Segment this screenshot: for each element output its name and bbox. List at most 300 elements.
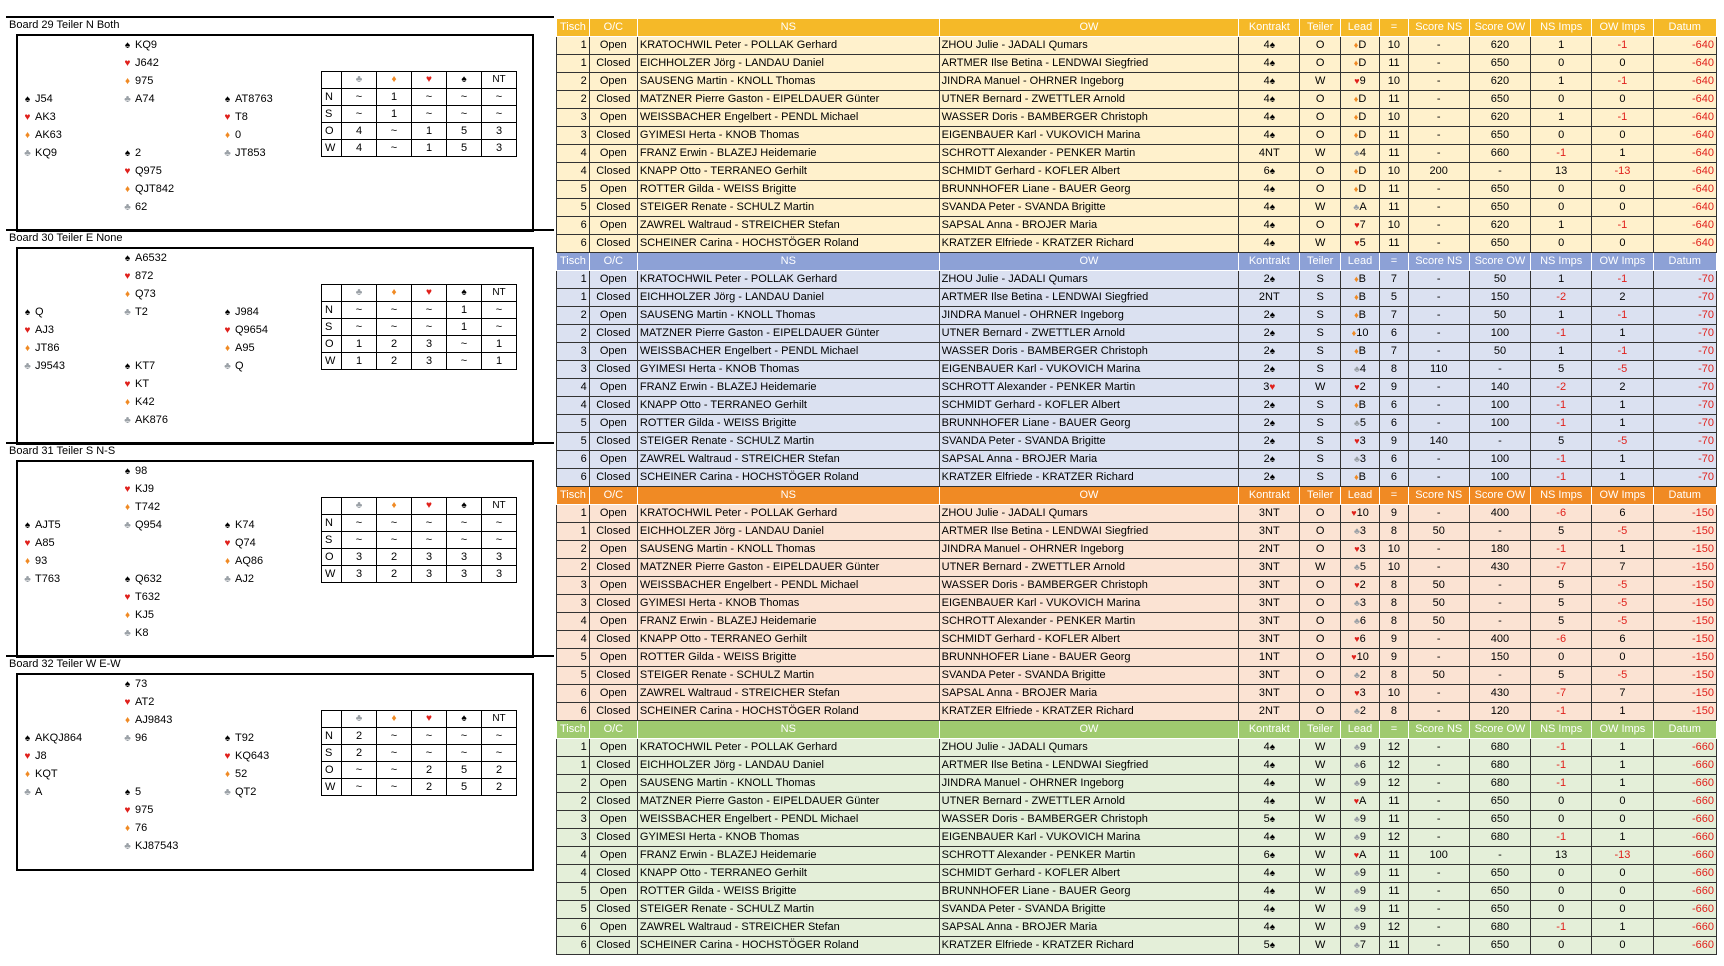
column-header-ow-imps: OW Imps <box>1592 19 1653 37</box>
cell-tisch: 2 <box>557 775 590 793</box>
heart-icon: ♥ <box>1353 796 1360 806</box>
cell-score-ow: 650 <box>1469 883 1530 901</box>
cell-tisch: 6 <box>557 937 590 955</box>
cell-ns-imps: 13 <box>1531 163 1592 181</box>
cell-kontrakt <box>1239 811 1300 829</box>
dd-direction: N <box>322 515 342 532</box>
cell-score-ns: - <box>1408 307 1469 325</box>
cell-oc: Open <box>589 613 637 631</box>
lead-card: 3 <box>1359 435 1366 447</box>
diamond-icon: ♦ <box>224 556 231 567</box>
contract-level: 6 <box>1263 849 1270 861</box>
diamond-icon: ♦ <box>1354 400 1359 410</box>
suit-holding <box>20 108 115 126</box>
cell-ow-imps: 0 <box>1592 55 1653 73</box>
suit-holding <box>220 765 315 783</box>
cell-teiler: O <box>1300 649 1340 667</box>
holding-cards: Q9654 <box>235 324 269 336</box>
cell-kontrakt: 3NT <box>1239 685 1300 703</box>
cell-ns-imps: -1 <box>1531 919 1592 937</box>
dd-header: ♥ <box>412 711 447 728</box>
deal-diagram <box>16 673 534 871</box>
cell-score-ow: 650 <box>1469 865 1530 883</box>
spade-icon: ♠ <box>1269 166 1276 177</box>
suit-holding <box>220 534 315 552</box>
cell-score-ow: 120 <box>1469 703 1530 721</box>
cell-score-ns: 140 <box>1408 433 1469 451</box>
dd-direction: O <box>322 549 342 566</box>
hand-s <box>120 357 215 429</box>
spade-icon: ♠ <box>124 148 131 159</box>
cell-ns-imps: 5 <box>1531 667 1592 685</box>
cell-score-ns: - <box>1408 271 1469 289</box>
cell-datum: -70 <box>1653 433 1717 451</box>
cell-oc: Open <box>589 577 637 595</box>
cell-ns-pair: EICHHOLZER Jörg - LANDAU Daniel <box>637 523 939 541</box>
cell-score-ow: 650 <box>1469 127 1530 145</box>
cell-ns-imps: 0 <box>1531 55 1592 73</box>
cell-datum: -70 <box>1653 469 1717 487</box>
cell-score-ow: 430 <box>1469 685 1530 703</box>
cell-ns-imps: 5 <box>1531 613 1592 631</box>
cell-ow-pair: EIGENBAUER Karl - VUKOVICH Marina <box>939 361 1239 379</box>
dd-header: ♠ <box>447 498 482 515</box>
dd-direction: S <box>322 745 342 762</box>
holding-cards: KQ643 <box>235 750 270 762</box>
cell-score-ns: - <box>1408 775 1469 793</box>
heart-icon: ♥ <box>1351 508 1357 518</box>
suit-holding <box>20 783 115 801</box>
cell-teiler: W <box>1300 199 1340 217</box>
cell-score-ow: 620 <box>1469 109 1530 127</box>
cell-lead <box>1340 523 1379 541</box>
dd-direction: S <box>322 319 342 336</box>
cell-ow-imps: -1 <box>1592 37 1653 55</box>
table-row <box>557 199 1717 217</box>
cell-ns-imps: -7 <box>1531 559 1592 577</box>
lead-card: 10 <box>1356 507 1369 519</box>
cell-ow-pair: SCHROTT Alexander - PENKER Martin <box>939 847 1239 865</box>
cell-tricks: 11 <box>1380 127 1408 145</box>
cell-datum: -150 <box>1653 595 1717 613</box>
board-3 <box>6 442 554 678</box>
suit-holding <box>120 711 215 729</box>
holding-cards: AKQJ864 <box>35 732 83 744</box>
suit-holding <box>20 747 115 765</box>
column-header-oc: O/C <box>589 721 637 739</box>
dd-cell: ~ <box>412 745 447 762</box>
cell-kontrakt <box>1239 847 1300 865</box>
cell-oc: Closed <box>589 127 637 145</box>
cell-datum: -70 <box>1653 271 1717 289</box>
holding-cards: KQT <box>35 768 58 780</box>
cell-tisch: 4 <box>557 865 590 883</box>
cell-kontrakt: 1NT <box>1239 649 1300 667</box>
suit-holding <box>120 54 215 72</box>
cell-kontrakt <box>1239 163 1300 181</box>
dd-header: NT <box>482 285 517 302</box>
diamond-icon: ♦ <box>124 184 131 195</box>
table-row <box>557 775 1717 793</box>
cell-teiler: O <box>1300 109 1340 127</box>
cell-lead <box>1340 829 1379 847</box>
cell-teiler: S <box>1300 325 1340 343</box>
table-row <box>557 613 1717 631</box>
suit-holding <box>120 393 215 411</box>
cell-ow-pair: SVANDA Peter - SVANDA Brigitte <box>939 901 1239 919</box>
cell-ow-pair: WASSER Doris - BAMBERGER Christoph <box>939 343 1239 361</box>
cell-lead <box>1340 595 1379 613</box>
club-icon: ♣ <box>124 202 131 213</box>
double-dummy-table <box>321 710 517 796</box>
dd-cell: ~ <box>447 515 482 532</box>
cell-ow-imps: -5 <box>1592 523 1653 541</box>
suit-holding <box>20 303 115 321</box>
cell-teiler: S <box>1300 469 1340 487</box>
cell-score-ns: - <box>1408 757 1469 775</box>
heart-icon: ♥ <box>1354 220 1360 230</box>
dd-cell: 3 <box>447 566 482 583</box>
dd-cell: ~ <box>482 532 517 549</box>
holding-cards: Q954 <box>135 519 162 531</box>
suit-holding <box>20 552 115 570</box>
cell-ow-pair: ZHOU Julie - JADALI Qumars <box>939 505 1239 523</box>
cell-score-ow: 150 <box>1469 289 1530 307</box>
cell-tricks: 12 <box>1380 775 1408 793</box>
cell-tricks: 7 <box>1380 307 1408 325</box>
club-icon: ♣ <box>1354 742 1360 752</box>
cell-ns-imps: -1 <box>1531 775 1592 793</box>
cell-tisch: 5 <box>557 649 590 667</box>
results-header-row <box>557 253 1717 271</box>
cell-teiler: W <box>1300 775 1340 793</box>
suit-holding <box>20 765 115 783</box>
cell-ow-pair: EIGENBAUER Karl - VUKOVICH Marina <box>939 127 1239 145</box>
contract-level: 4 <box>1263 921 1270 933</box>
holding-cards: AT8763 <box>235 93 273 105</box>
cell-tisch: 2 <box>557 307 590 325</box>
cell-ow-imps: -5 <box>1592 667 1653 685</box>
cell-lead <box>1340 559 1379 577</box>
cell-kontrakt: 2NT <box>1239 703 1300 721</box>
cell-datum: -660 <box>1653 739 1717 757</box>
dd-cell: 2 <box>412 762 447 779</box>
cell-score-ow: 650 <box>1469 901 1530 919</box>
suit-holding <box>20 339 115 357</box>
cell-score-ow: 50 <box>1469 271 1530 289</box>
spade-icon: ♠ <box>1269 418 1276 429</box>
cell-ow-imps: -1 <box>1592 73 1653 91</box>
cell-score-ow: - <box>1469 847 1530 865</box>
cell-ow-pair: SVANDA Peter - SVANDA Brigitte <box>939 199 1239 217</box>
hand-s <box>120 570 215 642</box>
cell-score-ns: 100 <box>1408 847 1469 865</box>
cell-tisch: 1 <box>557 523 590 541</box>
cell-ow-imps: 6 <box>1592 505 1653 523</box>
table-row <box>557 829 1717 847</box>
lead-card: 9 <box>1359 903 1367 915</box>
hand-e <box>220 303 315 375</box>
cell-score-ns: - <box>1408 325 1469 343</box>
column-header-oc: O/C <box>589 487 637 505</box>
diamond-icon: ♦ <box>124 610 131 621</box>
cell-kontrakt <box>1239 451 1300 469</box>
cell-score-ow: 680 <box>1469 919 1530 937</box>
holding-cards: AQ86 <box>235 555 264 567</box>
cell-datum: -660 <box>1653 757 1717 775</box>
cell-score-ns: - <box>1408 469 1469 487</box>
suit-holding <box>120 783 215 801</box>
cell-oc: Open <box>589 649 637 667</box>
suit-holding <box>220 126 315 144</box>
table-row <box>557 649 1717 667</box>
cell-teiler: O <box>1300 685 1340 703</box>
club-icon: ♣ <box>1354 454 1360 464</box>
cell-oc: Closed <box>589 523 637 541</box>
table-row <box>557 109 1717 127</box>
column-header-tisch: Tisch <box>557 253 590 271</box>
column-header-tricks: = <box>1380 487 1408 505</box>
dd-header: NT <box>482 72 517 89</box>
cell-ns-imps: 0 <box>1531 235 1592 253</box>
diamond-icon: ♦ <box>1353 112 1359 122</box>
cell-tisch: 6 <box>557 451 590 469</box>
cell-score-ow: 650 <box>1469 793 1530 811</box>
lead-card: 3 <box>1359 453 1367 465</box>
cell-tisch: 6 <box>557 235 590 253</box>
holding-cards: J642 <box>135 57 159 69</box>
cell-teiler: W <box>1300 379 1340 397</box>
column-header-kontrakt: Kontrakt <box>1239 487 1300 505</box>
diamond-icon: ♦ <box>24 769 31 780</box>
heart-icon: ♥ <box>24 112 31 123</box>
cell-tricks: 10 <box>1380 163 1408 181</box>
cell-ns-imps: 0 <box>1531 901 1592 919</box>
dd-cell: 2 <box>342 745 377 762</box>
cell-tisch: 4 <box>557 379 590 397</box>
cell-ns-pair: SAUSENG Martin - KNOLL Thomas <box>637 541 939 559</box>
contract-level: 5 <box>1263 813 1270 825</box>
spade-icon: ♠ <box>1269 436 1276 447</box>
holding-cards: KJ9 <box>135 483 154 495</box>
cell-lead <box>1340 397 1379 415</box>
dd-cell: ~ <box>377 745 412 762</box>
cell-lead <box>1340 235 1379 253</box>
heart-icon: ♥ <box>1269 382 1276 393</box>
spade-icon: ♠ <box>124 574 131 585</box>
cell-ns-imps: 0 <box>1531 181 1592 199</box>
suit-holding <box>20 570 115 588</box>
hand-w <box>20 90 115 162</box>
cell-teiler: W <box>1300 883 1340 901</box>
column-header-datum: Datum <box>1653 487 1717 505</box>
cell-kontrakt <box>1239 415 1300 433</box>
cell-tisch: 6 <box>557 217 590 235</box>
cell-datum: -660 <box>1653 901 1717 919</box>
dd-cell: ~ <box>342 532 377 549</box>
cell-ns-imps: 5 <box>1531 361 1592 379</box>
club-icon: ♣ <box>224 574 231 585</box>
diamond-icon: ♦ <box>1353 130 1359 140</box>
cell-score-ns: - <box>1408 235 1469 253</box>
club-icon: ♣ <box>1354 886 1360 896</box>
contract-level: 4 <box>1263 777 1270 789</box>
table-row <box>557 811 1717 829</box>
cell-ns-pair: STEIGER Renate - SCHULZ Martin <box>637 667 939 685</box>
cell-ns-imps: -1 <box>1531 451 1592 469</box>
cell-ow-imps: 0 <box>1592 91 1653 109</box>
suit-holding <box>120 624 215 642</box>
diamond-icon: ♦ <box>24 556 31 567</box>
spade-icon: ♠ <box>1269 238 1276 249</box>
dd-cell: ~ <box>377 779 412 796</box>
cell-ns-pair: SAUSENG Martin - KNOLL Thomas <box>637 307 939 325</box>
column-header-score-ns: Score NS <box>1408 19 1469 37</box>
cell-kontrakt <box>1239 739 1300 757</box>
dd-header: ♣ <box>342 285 377 302</box>
cell-teiler: W <box>1300 937 1340 955</box>
club-icon: ♣ <box>124 733 131 744</box>
dd-cell: ~ <box>342 319 377 336</box>
lead-card: A <box>1359 849 1367 861</box>
dd-cell: ~ <box>377 532 412 549</box>
dd-corner <box>322 711 342 728</box>
cell-tricks: 10 <box>1380 559 1408 577</box>
column-header-tricks: = <box>1380 721 1408 739</box>
dd-direction: S <box>322 532 342 549</box>
cell-oc: Closed <box>589 901 637 919</box>
cell-ns-imps: 0 <box>1531 199 1592 217</box>
cell-teiler: S <box>1300 451 1340 469</box>
holding-cards: JT853 <box>235 147 266 159</box>
suit-holding <box>220 303 315 321</box>
hand-w <box>20 303 115 375</box>
suit-holding <box>120 303 215 321</box>
dd-cell: ~ <box>482 745 517 762</box>
cell-score-ns: - <box>1408 649 1469 667</box>
cell-oc: Closed <box>589 361 637 379</box>
suit-holding <box>220 357 315 375</box>
suit-holding <box>20 516 115 534</box>
cell-ow-pair: ARTMER Ilse Betina - LENDWAI Siegfried <box>939 757 1239 775</box>
holding-cards: K8 <box>135 627 149 639</box>
cell-kontrakt <box>1239 433 1300 451</box>
hand-n <box>120 675 215 747</box>
cell-score-ns: - <box>1408 145 1469 163</box>
column-header-ow-pair: OW <box>939 253 1239 271</box>
spade-icon: ♠ <box>124 40 131 51</box>
table-row <box>557 559 1717 577</box>
cell-ns-imps: 0 <box>1531 811 1592 829</box>
cell-ow-pair: JINDRA Manuel - OHRNER Ingeborg <box>939 307 1239 325</box>
heart-icon: ♥ <box>124 166 131 177</box>
cell-ns-pair: MATZNER Pierre Gaston - EIPELDAUER Günter <box>637 559 939 577</box>
cell-score-ns: - <box>1408 541 1469 559</box>
cell-teiler: S <box>1300 289 1340 307</box>
cell-tisch: 5 <box>557 433 590 451</box>
spade-icon: ♠ <box>1269 904 1276 915</box>
table-row <box>557 361 1717 379</box>
cell-teiler: W <box>1300 235 1340 253</box>
club-icon: ♣ <box>1354 670 1360 680</box>
lead-card: D <box>1358 93 1367 105</box>
dd-direction: W <box>322 566 342 583</box>
lead-card: B <box>1358 309 1366 321</box>
cell-teiler: W <box>1300 559 1340 577</box>
dd-header: ♣ <box>342 498 377 515</box>
cell-tisch: 1 <box>557 505 590 523</box>
cell-teiler: O <box>1300 523 1340 541</box>
dd-cell: 3 <box>447 549 482 566</box>
cell-kontrakt <box>1239 217 1300 235</box>
dd-cell: 2 <box>377 566 412 583</box>
cell-tricks: 11 <box>1380 199 1408 217</box>
cell-ow-pair: ZHOU Julie - JADALI Qumars <box>939 739 1239 757</box>
cell-tricks: 11 <box>1380 847 1408 865</box>
contract-level: 4 <box>1263 885 1270 897</box>
cell-tricks: 8 <box>1380 613 1408 631</box>
column-header-score-ow: Score OW <box>1469 721 1530 739</box>
cell-teiler: O <box>1300 127 1340 145</box>
spade-icon: ♠ <box>1269 130 1276 141</box>
cell-datum: -150 <box>1653 523 1717 541</box>
column-header-lead: Lead <box>1340 253 1379 271</box>
lead-card: B <box>1358 345 1366 357</box>
cell-lead <box>1340 37 1379 55</box>
diamond-icon: ♦ <box>1354 472 1359 482</box>
cell-tricks: 8 <box>1380 667 1408 685</box>
cell-ow-imps: 1 <box>1592 829 1653 847</box>
cell-tisch: 3 <box>557 109 590 127</box>
dd-header: ♠ <box>447 711 482 728</box>
column-header-ns-imps: NS Imps <box>1531 487 1592 505</box>
cell-datum: -640 <box>1653 127 1717 145</box>
spade-icon: ♠ <box>1269 454 1276 465</box>
diamond-icon: ♦ <box>1354 292 1359 302</box>
contract-level: 2 <box>1263 363 1270 375</box>
dd-cell: ~ <box>377 728 412 745</box>
club-icon: ♣ <box>124 628 131 639</box>
cell-kontrakt <box>1239 883 1300 901</box>
suit-holding <box>120 675 215 693</box>
cell-ow-pair: ARTMER Ilse Betina - LENDWAI Siegfried <box>939 289 1239 307</box>
lead-card: 2 <box>1359 579 1366 591</box>
cell-ow-imps: -5 <box>1592 361 1653 379</box>
contract-level: 4 <box>1263 111 1270 123</box>
heart-icon: ♥ <box>124 805 131 816</box>
lead-card: 3 <box>1359 597 1367 609</box>
suit-holding <box>120 144 215 162</box>
deal-diagram <box>16 460 534 658</box>
cell-tisch: 5 <box>557 181 590 199</box>
cell-teiler: W <box>1300 73 1340 91</box>
holding-cards: K74 <box>235 519 255 531</box>
diamond-icon: ♦ <box>1353 184 1359 194</box>
cell-ns-pair: ROTTER Gilda - WEISS Brigitte <box>637 181 939 199</box>
results-table <box>556 18 1717 955</box>
cell-score-ow: 660 <box>1469 145 1530 163</box>
cell-lead <box>1340 271 1379 289</box>
cell-score-ns: - <box>1408 379 1469 397</box>
cell-datum: -660 <box>1653 829 1717 847</box>
cell-ow-imps: 0 <box>1592 883 1653 901</box>
contract-level: 4 <box>1263 129 1270 141</box>
heart-icon: ♥ <box>24 325 31 336</box>
holding-cards: T2 <box>135 306 148 318</box>
cell-ow-imps: 1 <box>1592 757 1653 775</box>
column-header-lead: Lead <box>1340 721 1379 739</box>
table-row <box>557 595 1717 613</box>
